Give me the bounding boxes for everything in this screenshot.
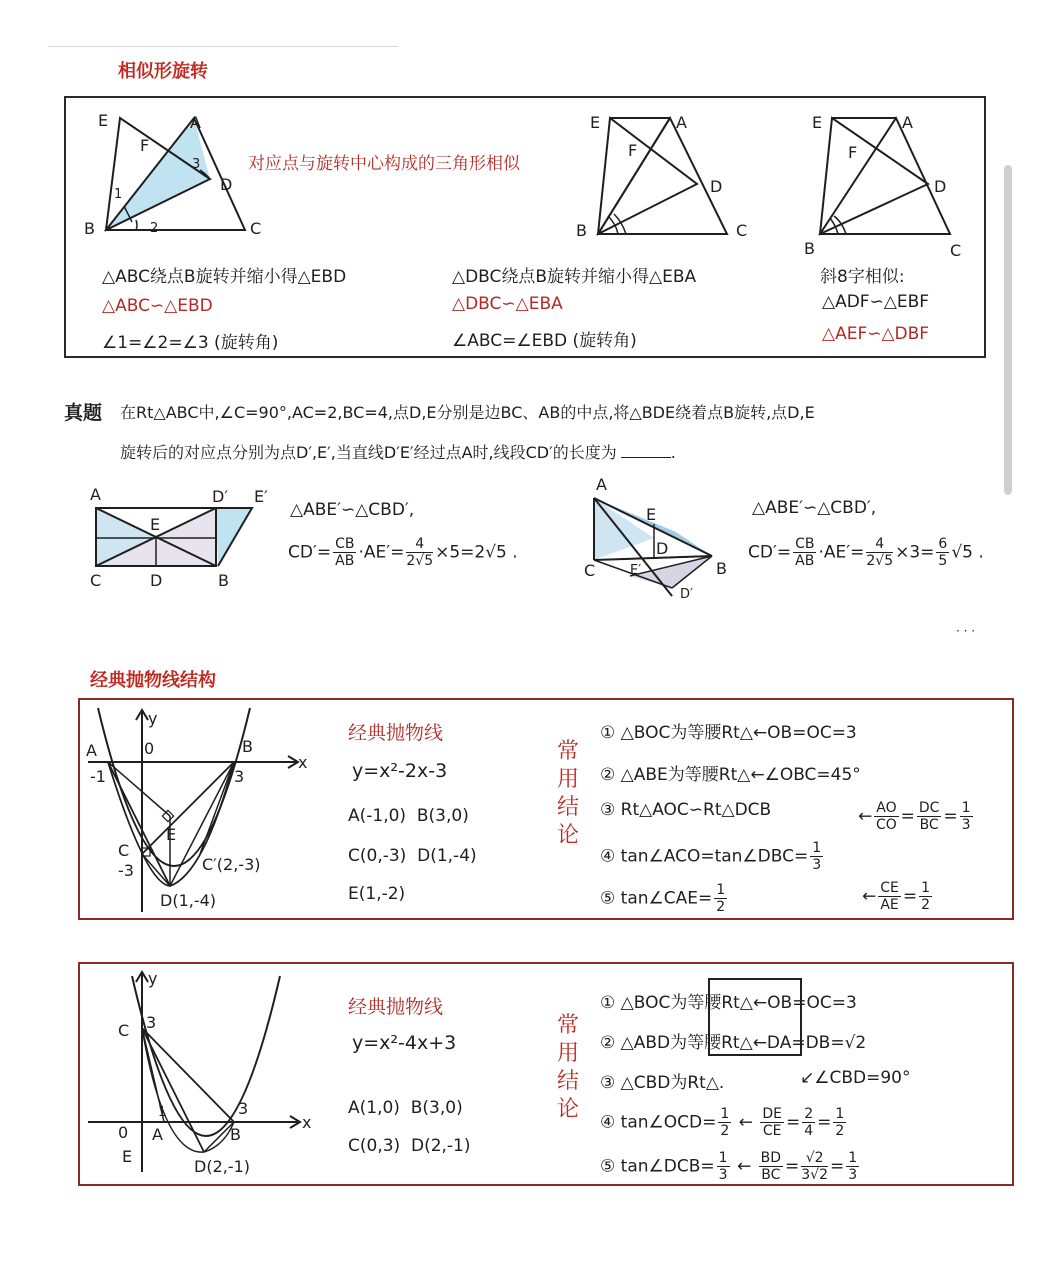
label-C: C	[90, 571, 102, 590]
sol1-post: ×5=2√5 .	[435, 542, 518, 563]
p1-conclusion-2: ② △ABE为等腰Rt△←∠OBC=45°	[600, 765, 861, 785]
label-C: C	[250, 219, 262, 238]
sol1-frac1: $\frac{CB}{AB}$	[335, 536, 355, 569]
label-D: D	[934, 177, 947, 196]
label-E: E	[98, 111, 109, 130]
common-conclusions-label-2: 常 用 结 论	[556, 1013, 579, 1122]
parabola2-heading: 经典抛物线	[348, 996, 444, 1018]
problem-line2: 旋转后的对应点分别为点D′,E′,当直线D′E′经过点A时,线段CD′的长度为	[120, 443, 617, 462]
label-E-prime: E′	[254, 487, 268, 506]
sol1-mid: ·AE′=	[358, 542, 405, 563]
parabola1-points-2: C(0,-3) D(1,-4)	[348, 846, 477, 866]
parabola1-equation: y=x²-2x-3	[352, 760, 448, 782]
label-B: B	[576, 221, 587, 240]
label-D: D(2,-1)	[194, 1157, 251, 1176]
label-2: 2	[150, 221, 159, 236]
label-A: A	[676, 113, 687, 132]
label-neg1: -1	[90, 767, 106, 786]
label-C: C	[950, 241, 962, 260]
p2-conclusion-3-note: ↙∠CBD=90°	[800, 1068, 911, 1088]
col3-line3: △AEF∽△DBF	[822, 324, 930, 344]
col2-line2: △DBC∽△EBA	[452, 294, 563, 314]
sol1-formula	[288, 536, 518, 569]
p1-conclusion-5: ⑤ tan∠CAE= $\frac{1}{2}$	[600, 882, 726, 915]
label-D: D	[220, 175, 233, 194]
label-y: y	[148, 709, 158, 728]
p1-conclusion-1: ① △BOC为等腰Rt△←OB=OC=3	[600, 723, 857, 743]
col3-line1: 斜8字相似:	[820, 267, 905, 287]
label-F: F	[140, 136, 150, 155]
more-dots: · · ·	[956, 624, 976, 638]
p2-conclusion-5: ⑤ tan∠DCB= $\frac{1}{3}$ ← $\frac{BD}{BC}$ = $\frac{√2}{3√2}$ = $\frac{1}{3}$	[600, 1150, 858, 1183]
label-neg3: -3	[118, 861, 134, 880]
parabola1-points-3: E(1,-2)	[348, 884, 406, 904]
label-D-prime: D′	[680, 587, 693, 602]
label-B: B	[242, 737, 253, 756]
label-D-prime: D′	[212, 487, 228, 506]
label-F: F	[848, 143, 858, 162]
parabola-graph-2	[84, 966, 324, 1182]
label-B: B	[218, 571, 229, 590]
label-C: C	[118, 1021, 130, 1040]
col2-line3: ∠ABC=∠EBD (旋转角)	[452, 331, 637, 351]
figure-solution-b	[580, 476, 740, 606]
problem-tag: 真题	[64, 402, 103, 424]
col1-line1: △ABC绕点B旋转并缩小得△EBD	[102, 267, 347, 287]
p1-conclusion-4: ④ tan∠ACO=tan∠DBC= $\frac{1}{3}$	[600, 840, 822, 873]
label-D: D(1,-4)	[160, 891, 217, 910]
label-B: B	[716, 559, 727, 578]
sol2-formula: CD′= $\frac{CB}{AB}$ ·AE′= $\frac{4}{2√5}$ ×3= $\frac{6}{5}$ √5 .	[748, 536, 984, 569]
label-3-y: 3	[146, 1013, 157, 1032]
sol2-similar: △ABE′∽△CBD′,	[752, 498, 877, 518]
label-A: A	[90, 485, 101, 504]
label-E: E	[590, 113, 601, 132]
angle-arc-2	[136, 220, 137, 230]
col1-line3: ∠1=∠2=∠3 (旋转角)	[102, 333, 279, 353]
figure-rotation-2	[572, 104, 762, 244]
label-3: 3	[192, 157, 201, 172]
label-A: A	[152, 1125, 163, 1144]
section-title-parabola: 经典抛物线结构	[90, 670, 216, 691]
scrollbar-thumb[interactable]	[1004, 165, 1012, 495]
label-E: E	[646, 505, 657, 524]
p2-conclusion-1: ① △BOC为等腰Rt△←OB=OC=3	[600, 993, 857, 1013]
col1-line2: △ABC∽△EBD	[102, 296, 213, 316]
label-origin: 0	[144, 739, 155, 758]
label-B: B	[804, 239, 815, 258]
parabola1-heading: 经典抛物线	[348, 722, 444, 744]
sol1-similar: △ABE′∽△CBD′,	[290, 500, 415, 520]
label-B: B	[84, 219, 95, 238]
label-E: E	[150, 515, 161, 534]
label-A: A	[86, 741, 97, 760]
label-C: C	[118, 841, 130, 860]
label-x: x	[302, 1113, 312, 1132]
figure-rotation-1	[80, 104, 280, 244]
label-x: x	[298, 753, 308, 772]
label-3-x: 3	[238, 1099, 249, 1118]
p1-conclusion-3: ③ Rt△AOC∽Rt△DCB	[600, 800, 772, 820]
label-3: 3	[234, 767, 245, 786]
label-D: D	[656, 539, 669, 558]
label-E: E	[812, 113, 823, 132]
p2-conclusion-4: ④ tan∠OCD= $\frac{1}{2}$ ← $\frac{DE}{CE}$ = $\frac{2}{4}$ = $\frac{1}{2}$	[600, 1106, 845, 1139]
p2-conclusion-2: ② △ABD为等腰Rt△←DA=DB=√2	[600, 1033, 867, 1053]
problem-line1: 在Rt△ABC中,∠C=90°,AC=2,BC=4,点D,E分别是边BC、AB的中点,将△BDE绕着点B旋转,点D,E	[120, 403, 815, 422]
label-1: 1	[158, 1105, 167, 1120]
top-divider	[48, 46, 398, 47]
label-C: C	[584, 561, 596, 580]
figure-solution-a	[86, 484, 286, 594]
label-F: F	[628, 141, 638, 160]
label-C-prime: C′(2,-3)	[202, 855, 261, 874]
figure-rotation-3	[800, 104, 980, 264]
parabola1-points-1: A(-1,0) B(3,0)	[348, 806, 469, 826]
label-B: B	[230, 1125, 241, 1144]
label-1: 1	[114, 187, 123, 202]
section-title-rotation: 相似形旋转	[118, 61, 208, 82]
sol1-pre: CD′=	[288, 542, 332, 563]
p2-conclusion-3: ③ △CBD为Rt△.	[600, 1073, 725, 1093]
col3-line2: △ADF∽△EBF	[822, 292, 930, 312]
label-C: C	[736, 221, 748, 240]
label-A: A	[190, 113, 201, 132]
parabola-graph-1	[84, 704, 324, 916]
sol1-frac2: $\frac{4}{2√5}$	[406, 536, 434, 569]
parabola2-equation: y=x²-4x+3	[352, 1032, 457, 1054]
col2-line1: △DBC绕点B旋转并缩小得△EBA	[452, 267, 697, 287]
label-A: A	[902, 113, 913, 132]
parabola2-points-1: A(1,0) B(3,0)	[348, 1098, 463, 1118]
label-A: A	[596, 475, 607, 494]
label-y: y	[148, 969, 158, 988]
label-D: D	[150, 571, 163, 590]
answer-blank[interactable]	[621, 457, 671, 458]
p1-conclusion-3-note: ← $\frac{AO}{CO}$ = $\frac{DC}{BC}$ = $\frac{1}{3}$	[858, 800, 971, 833]
p1-conclusion-5-note: ← $\frac{CE}{AE}$ = $\frac{1}{2}$	[862, 880, 931, 913]
common-conclusions-label-1: 常 用 结 论	[556, 739, 579, 848]
rotation-caption: 对应点与旋转中心构成的三角形相似	[248, 154, 520, 174]
label-E: E	[122, 1147, 133, 1166]
label-origin: 0	[118, 1123, 129, 1142]
shaded-triangle	[106, 118, 210, 230]
problem-line2-end: .	[670, 443, 676, 462]
label-E-prime: E′	[630, 563, 642, 578]
parabola2-points-2: C(0,3) D(2,-1)	[348, 1136, 471, 1156]
label-E: E	[166, 825, 177, 844]
problem-line2-wrap	[120, 440, 676, 463]
label-D: D	[710, 177, 723, 196]
